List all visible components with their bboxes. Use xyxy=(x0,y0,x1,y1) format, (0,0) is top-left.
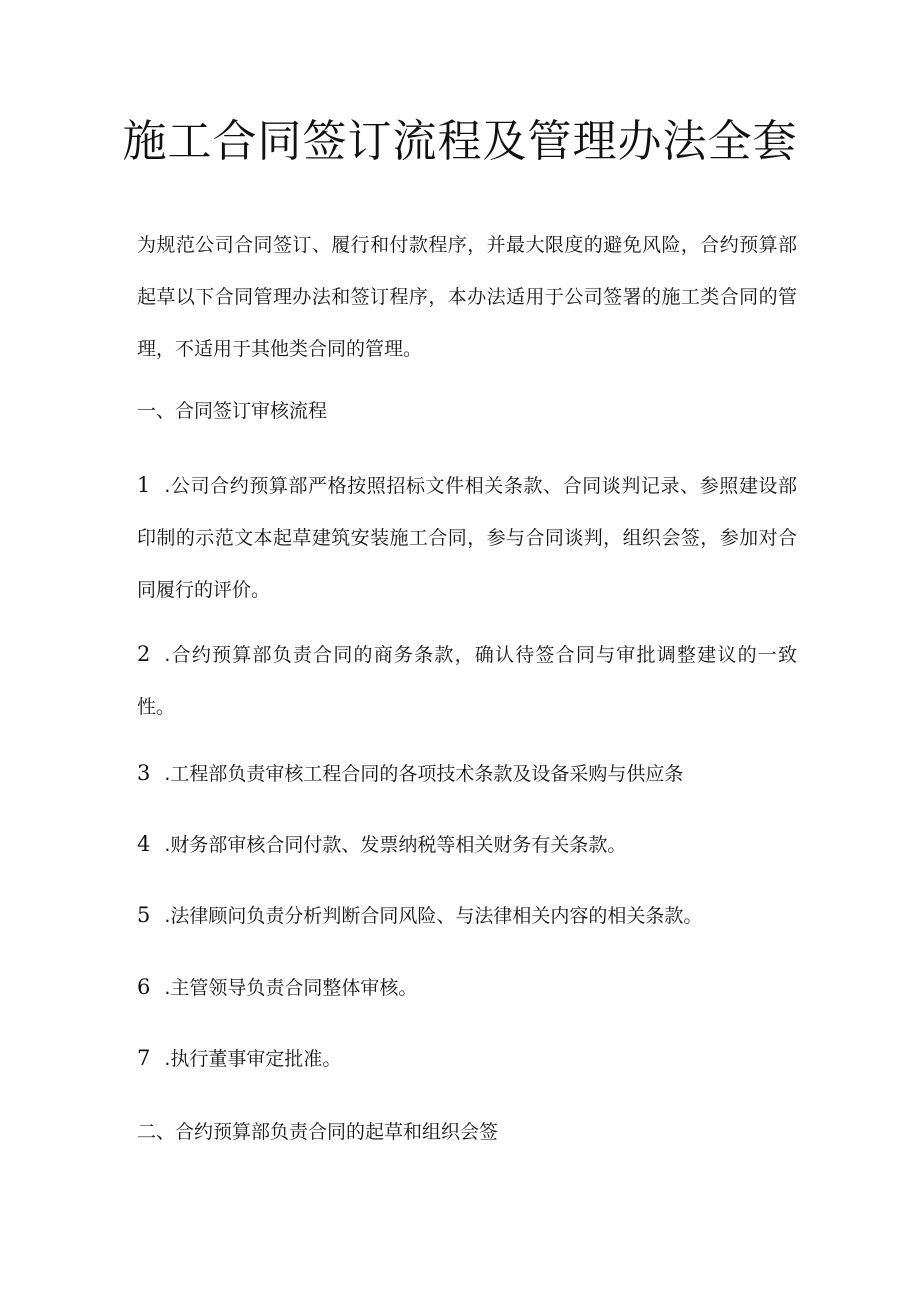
list-item-text: .主管领导负责合同整体审核。 xyxy=(164,977,418,999)
list-item-number: 6 xyxy=(137,975,151,999)
list-item-number: 1 xyxy=(137,473,151,497)
list-item-number: 5 xyxy=(137,903,151,927)
list-item-text: .执行董事审定批准。 xyxy=(164,1048,342,1070)
list-item-2 xyxy=(137,628,797,733)
list-item-5 xyxy=(137,889,797,942)
list-item-text: .公司合约预算部严格按照招标文件相关条款、合同谈判记录、参照建设部印制的示范文本起草建筑安装施工合同，参与合同谈判，组织会签，参加对合同履行的评价。 xyxy=(137,475,797,601)
document-title: 施工合同签订流程及管理办法全套 xyxy=(122,116,798,167)
section-heading-1: 一、合同签订审核流程 xyxy=(137,400,328,422)
list-item-number: 7 xyxy=(137,1046,151,1070)
list-item-number: 3 xyxy=(137,761,151,785)
list-item-7 xyxy=(137,1032,797,1085)
list-item-text: .合约预算部负责合同的商务条款，确认待签合同与审批调整建议的一致性。 xyxy=(137,644,797,718)
list-item-3 xyxy=(137,747,797,800)
list-item-6 xyxy=(137,961,797,1014)
list-item-1 xyxy=(137,459,797,616)
list-item-text: .财务部审核合同付款、发票纳税等相关财务有关条款。 xyxy=(164,834,627,856)
list-item-text: .法律顾问负责分析判断合同风险、与法律相关内容的相关条款。 xyxy=(164,905,703,927)
list-item-text: .工程部负责审核工程合同的各项技术条款及设备采购与供应条 xyxy=(164,763,684,785)
intro-paragraph: 为规范公司合同签订、履行和付款程序，并最大限度的避免风险，合约预算部起草以下合同管理办法和签订程序，本办法适用于公司签署的施工类合同的管理，不适用于其他类合同的管理。 xyxy=(137,234,797,360)
section-heading-2: 二、合约预算部负责合同的起草和组织会签 xyxy=(137,1121,499,1143)
list-item-number: 2 xyxy=(137,642,151,666)
list-item-number: 4 xyxy=(137,832,151,856)
list-item-4 xyxy=(137,818,797,871)
